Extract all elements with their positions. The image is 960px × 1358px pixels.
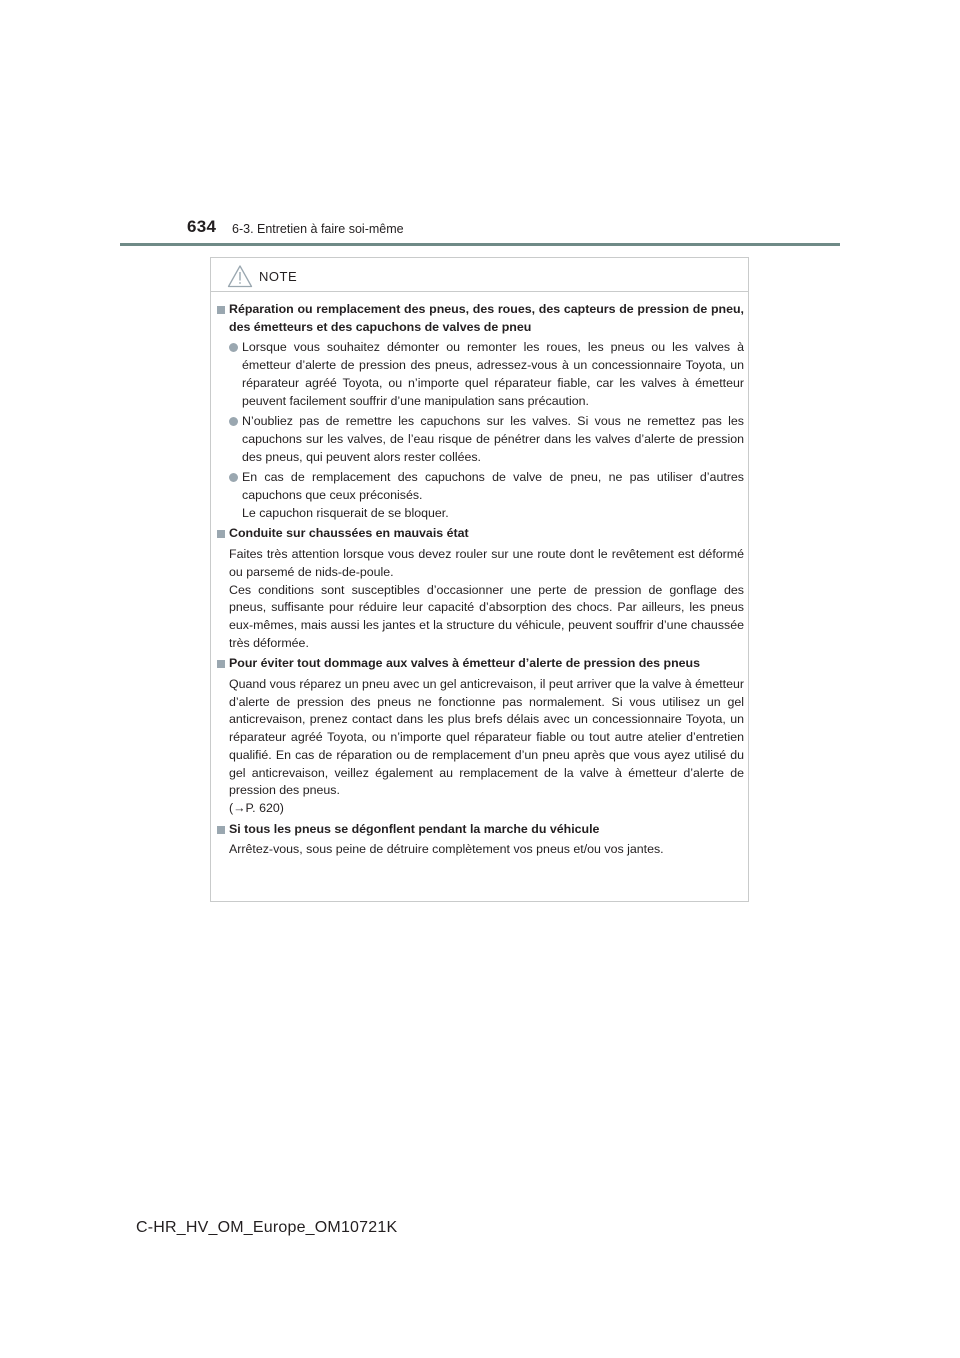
paragraph: Faites très attention lorsque vous devez rouler sur une route dont le revêtement est déformé ou parsemé de nids-de-poule. Ces conditions sont susceptibles d’occasionner une perte de pression de gonflage des pneus, suffisante pour réduire leur capacité d’absorption des chocs. Par ailleurs, les pneus eux-mêmes, mais aussi les jantes et la structure du véhicule, peuvent souffrir d’une chaussée très déformée. (229, 547, 744, 650)
warning-triangle-icon (227, 264, 253, 288)
section-heading-valve-damage: Pour éviter tout dommage aux valves à émetteur d’alerte de pression des pneus (217, 655, 744, 673)
note-box (210, 257, 749, 902)
paragraph: Quand vous réparez un pneu avec un gel anticrevaison, il peut arriver que la valve à émetteur d’alerte de pression des pneus ne fonctionne pas normalement. Si vous utilisez un gel anticrevaison, prenez contact dans les plus brefs délais avec un concessionnaire Toyota, un réparateur agréé Toyota, ou n’importe quel réparateur fiable ou tout autre atelier d’entretien qualifié. En cas de réparation ou de remplacement d’un pneu après que vous ayez utilisé du gel anticrevaison, veillez également au remplacement de la valve à émetteur d’alerte de pression des pneus. (→P. 620) (217, 676, 744, 818)
round-bullet-icon (229, 473, 238, 482)
square-bullet-icon (217, 826, 225, 834)
page-reference-link[interactable]: (→P. 620) (229, 800, 284, 815)
round-bullet-icon (229, 417, 238, 426)
round-bullet-icon (229, 343, 238, 352)
square-bullet-icon (217, 660, 225, 668)
section-heading-bad-roads: Conduite sur chaussées en mauvais état (217, 525, 744, 543)
footer-doc-code: C-HR_HV_OM_Europe_OM10721K (136, 1219, 398, 1236)
square-bullet-icon (217, 530, 225, 538)
square-bullet-icon (217, 306, 225, 314)
list-item: N’oubliez pas de remettre les capuchons sur les valves. Si vous ne remettez pas les capuchons sur les valves, de l’eau risque de pénétrer dans les valves d’alerte de pression des pneus, qui peuvent alors rester collées. (217, 413, 744, 466)
page-number: 634 (187, 217, 217, 236)
list-item: En cas de remplacement des capuchons de valve de pneu, ne pas utiliser d’autres capuchons que ceux préconisés. Le capuchon risquerait de se bloquer. (217, 469, 744, 522)
section-heading-deflation: Si tous les pneus se dégonflent pendant la marche du véhicule (217, 821, 744, 839)
header-rule (120, 243, 840, 246)
note-divider (211, 291, 748, 292)
section-title: 6-3. Entretien à faire soi-même (232, 222, 404, 236)
note-body (217, 298, 744, 859)
list-item: Lorsque vous souhaitez démonter ou remonter les roues, les pneus ou les valves à émetteur d’alerte de pression des pneus, adressez-vous à un concessionnaire Toyota, un réparateur agréé Toyota, ou n’importe quel réparateur fiable, car les valves à émetteur peuvent facilement souffrir d’une manipulation sans précaution. (217, 339, 744, 410)
note-header (227, 262, 297, 290)
paragraph: Arrêtez-vous, sous peine de détruire complètement vos pneus et/ou vos jantes. (229, 842, 664, 857)
note-label: NOTE (259, 268, 298, 284)
section-heading-repair: Réparation ou remplacement des pneus, des roues, des capteurs de pression de pneu, des émetteurs et des capuchons de valves de pneu (217, 301, 744, 336)
